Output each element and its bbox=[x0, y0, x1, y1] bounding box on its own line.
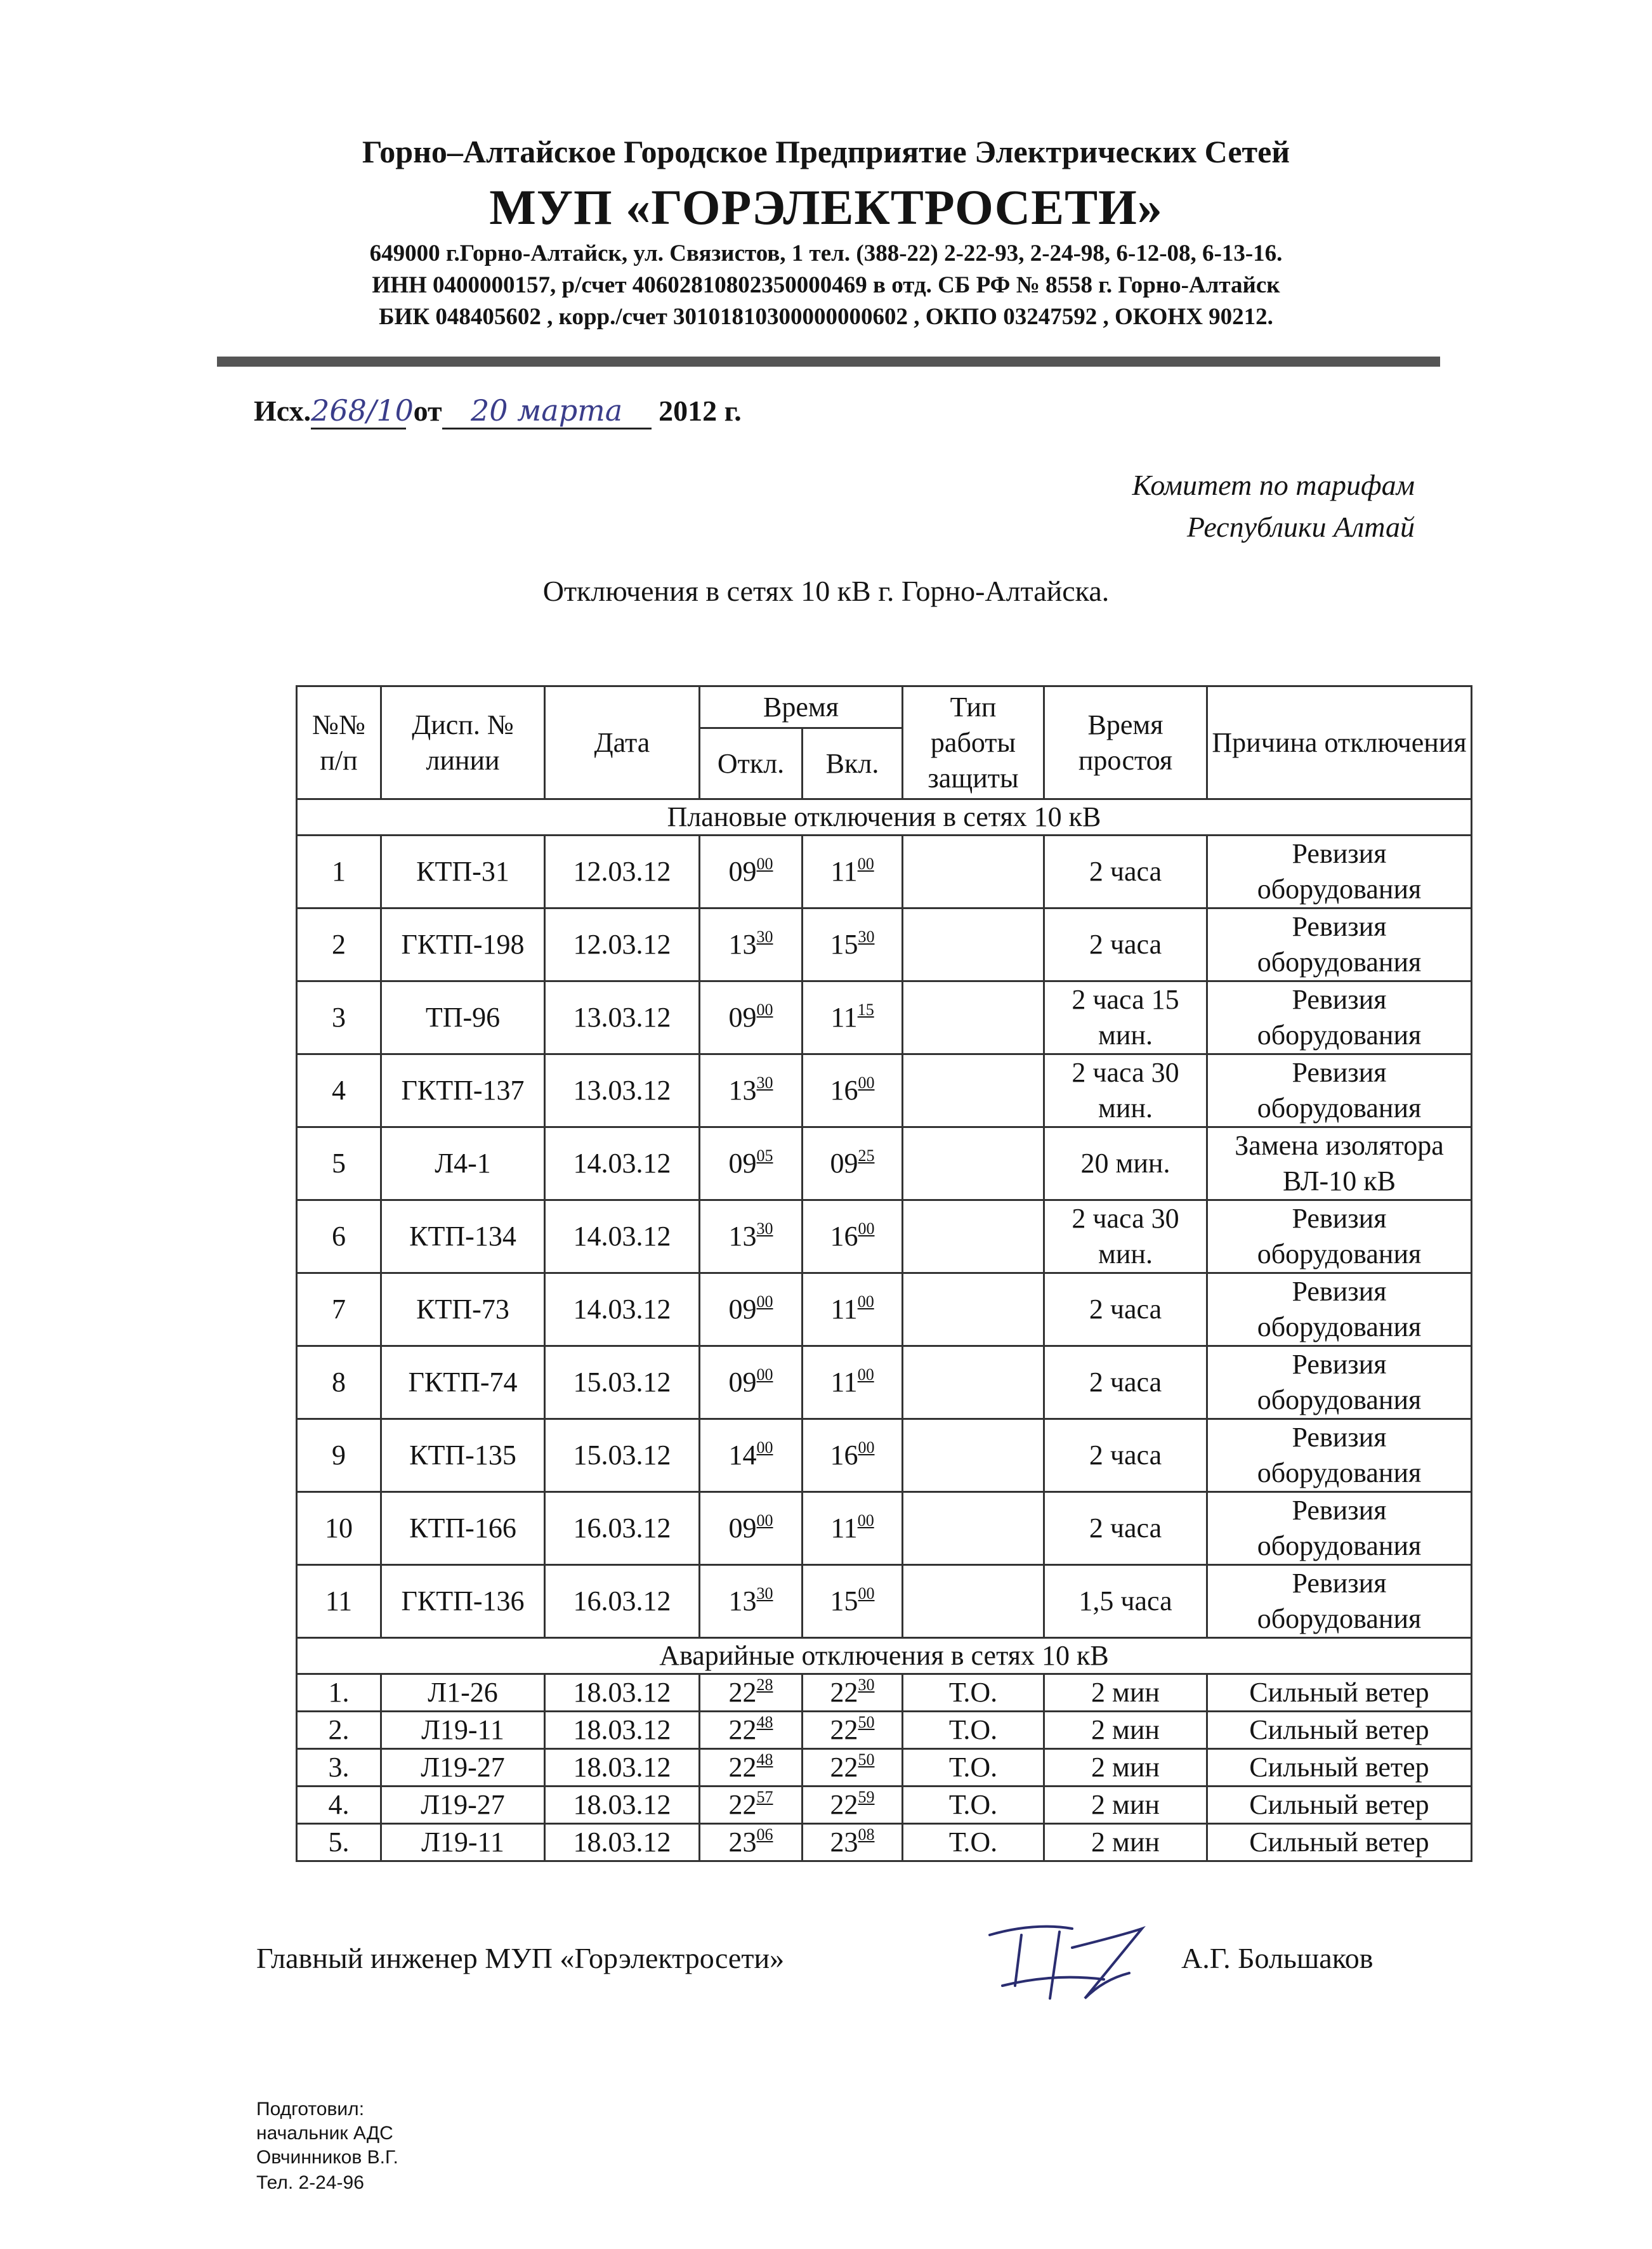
line-id: КТП-134 bbox=[381, 1200, 545, 1273]
prepared-name: Овчинников В.Г. bbox=[256, 2147, 398, 2168]
time-off bbox=[700, 1712, 803, 1749]
time-on bbox=[803, 1712, 903, 1749]
time-on-hours: 22 bbox=[830, 1677, 858, 1708]
header-time: Время bbox=[700, 686, 903, 728]
time-off-hours: 22 bbox=[728, 1752, 757, 1783]
time-off bbox=[700, 981, 803, 1054]
outage-date: 15.03.12 bbox=[545, 1346, 700, 1419]
header-line: Дисп. № линии bbox=[381, 686, 545, 799]
reason: Сильный ветер bbox=[1207, 1712, 1472, 1749]
time-off-minutes: 00 bbox=[756, 1511, 773, 1530]
reason: Ревизия оборудования bbox=[1207, 1054, 1472, 1127]
time-off bbox=[700, 1346, 803, 1419]
time-on-minutes: 30 bbox=[858, 928, 875, 946]
time-off bbox=[700, 1054, 803, 1127]
time-off bbox=[700, 1492, 803, 1565]
outages-body bbox=[297, 799, 1472, 1861]
recipient-line-2: Республики Алтай bbox=[1186, 511, 1415, 543]
reason: Ревизия оборудования bbox=[1207, 1200, 1472, 1273]
downtime: 2 часа bbox=[1044, 1346, 1207, 1419]
time-off-hours: 22 bbox=[728, 1789, 757, 1820]
outage-date: 12.03.12 bbox=[545, 836, 700, 908]
time-off bbox=[700, 1824, 803, 1861]
protection-type: Т.О. bbox=[903, 1712, 1044, 1749]
time-on-hours: 22 bbox=[830, 1752, 858, 1783]
downtime: 1,5 часа bbox=[1044, 1565, 1207, 1638]
table-row bbox=[297, 1674, 1472, 1712]
header-on: Вкл. bbox=[803, 728, 903, 799]
time-off-minutes: 28 bbox=[756, 1675, 773, 1694]
time-off-hours: 09 bbox=[728, 1294, 757, 1325]
time-on-minutes: 00 bbox=[857, 1365, 874, 1384]
row-number: 4. bbox=[297, 1787, 381, 1824]
reason: Сильный ветер bbox=[1207, 1787, 1472, 1824]
line-id: ГКТП-198 bbox=[381, 908, 545, 981]
time-off-minutes: 57 bbox=[756, 1788, 773, 1806]
prepared-position: начальник АДС bbox=[256, 2123, 393, 2144]
table-row bbox=[297, 981, 1472, 1054]
table-row bbox=[297, 1054, 1472, 1127]
time-off-hours: 13 bbox=[728, 929, 757, 960]
outgoing-number: 268/10 bbox=[311, 393, 406, 429]
protection-type bbox=[903, 1419, 1044, 1492]
outgoing-from: от bbox=[413, 395, 442, 427]
time-on-hours: 23 bbox=[830, 1826, 858, 1858]
time-off-hours: 14 bbox=[728, 1439, 757, 1471]
downtime: 2 часа bbox=[1044, 836, 1207, 908]
prepared-phone: Тел. 2-24-96 bbox=[256, 2172, 364, 2193]
time-off bbox=[700, 1565, 803, 1638]
time-off-minutes: 00 bbox=[756, 1365, 773, 1384]
document-title: Отключения в сетях 10 кВ г. Горно-Алтайска. bbox=[542, 575, 1110, 607]
protection-type: Т.О. bbox=[903, 1787, 1044, 1824]
time-off-hours: 09 bbox=[728, 1367, 757, 1398]
row-number: 4 bbox=[297, 1054, 381, 1127]
time-off bbox=[700, 1127, 803, 1200]
time-off bbox=[700, 908, 803, 981]
time-on-hours: 11 bbox=[830, 856, 858, 887]
reason: Ревизия оборудования bbox=[1207, 1492, 1472, 1565]
time-off bbox=[700, 1749, 803, 1787]
emergency-section-title: Аварийные отключения в сетях 10 кВ bbox=[297, 1638, 1472, 1674]
time-off-minutes: 48 bbox=[756, 1713, 773, 1731]
row-number: 2. bbox=[297, 1712, 381, 1749]
row-number: 2 bbox=[297, 908, 381, 981]
protection-type bbox=[903, 1492, 1044, 1565]
outgoing-date: 20 марта bbox=[442, 393, 652, 429]
line-id: КТП-31 bbox=[381, 836, 545, 908]
protection-type bbox=[903, 1346, 1044, 1419]
table-row bbox=[297, 1749, 1472, 1787]
reason: Сильный ветер bbox=[1207, 1674, 1472, 1712]
reason: Ревизия оборудования bbox=[1207, 908, 1472, 981]
time-on-minutes: 30 bbox=[858, 1675, 875, 1694]
line-id: Л1-26 bbox=[381, 1674, 545, 1712]
time-on-minutes: 00 bbox=[858, 1219, 875, 1238]
header-off: Откл. bbox=[700, 728, 803, 799]
time-on bbox=[803, 1674, 903, 1712]
reason: Ревизия оборудования bbox=[1207, 1346, 1472, 1419]
time-on-hours: 16 bbox=[830, 1075, 858, 1106]
line-id: КТП-73 bbox=[381, 1273, 545, 1346]
outages-table bbox=[296, 685, 1472, 1862]
downtime: 2 часа 30 мин. bbox=[1044, 1200, 1207, 1273]
line-id: Л19-27 bbox=[381, 1749, 545, 1787]
time-on-minutes: 00 bbox=[858, 1438, 875, 1457]
signer-name: А.Г. Большаков bbox=[1181, 1942, 1373, 1974]
line-id: ГКТП-136 bbox=[381, 1565, 545, 1638]
protection-type bbox=[903, 836, 1044, 908]
time-off-minutes: 30 bbox=[756, 928, 773, 946]
time-on-minutes: 08 bbox=[858, 1825, 875, 1844]
time-off-hours: 22 bbox=[728, 1677, 757, 1708]
header-num: №№ п/п bbox=[297, 686, 381, 799]
organization-name: Горно–Алтайское Городское Предприятие Электрических Сетей bbox=[362, 134, 1290, 169]
time-on-hours: 15 bbox=[830, 1585, 858, 1616]
header-date: Дата bbox=[545, 686, 700, 799]
time-off-minutes: 00 bbox=[756, 1292, 773, 1311]
row-number: 8 bbox=[297, 1346, 381, 1419]
time-off-minutes: 30 bbox=[756, 1584, 773, 1603]
line-id: Л4-1 bbox=[381, 1127, 545, 1200]
time-on bbox=[803, 836, 903, 908]
line-id: Л19-11 bbox=[381, 1824, 545, 1861]
protection-type bbox=[903, 1565, 1044, 1638]
protection-type: Т.О. bbox=[903, 1749, 1044, 1787]
time-off-minutes: 30 bbox=[756, 1219, 773, 1238]
time-on bbox=[803, 1054, 903, 1127]
time-off-hours: 13 bbox=[728, 1075, 757, 1106]
time-on bbox=[803, 1200, 903, 1273]
time-on-minutes: 15 bbox=[857, 1000, 874, 1019]
reason: Замена изолятора ВЛ-10 кВ bbox=[1207, 1127, 1472, 1200]
time-on bbox=[803, 1749, 903, 1787]
time-on bbox=[803, 1565, 903, 1638]
row-number: 5. bbox=[297, 1824, 381, 1861]
time-on-minutes: 00 bbox=[858, 1073, 875, 1092]
time-on-minutes: 00 bbox=[857, 855, 874, 873]
address-line: 649000 г.Горно-Алтайск, ул. Связистов, 1 тел. (388-22) 2-22-93, 2-24-98, 6-12-08, 6-13-16. bbox=[369, 240, 1283, 266]
time-off bbox=[700, 1674, 803, 1712]
time-off-minutes: 05 bbox=[756, 1146, 773, 1165]
time-on bbox=[803, 1492, 903, 1565]
outage-date: 14.03.12 bbox=[545, 1200, 700, 1273]
protection-type bbox=[903, 1200, 1044, 1273]
outage-date: 15.03.12 bbox=[545, 1419, 700, 1492]
protection-type bbox=[903, 908, 1044, 981]
table-row bbox=[297, 1712, 1472, 1749]
time-on-minutes: 25 bbox=[858, 1146, 875, 1165]
header-downtime: Время простоя bbox=[1044, 686, 1207, 799]
table-row bbox=[297, 908, 1472, 981]
time-on-hours: 15 bbox=[830, 929, 858, 960]
time-off bbox=[700, 836, 803, 908]
recipient-line-1: Комитет по тарифам bbox=[1132, 469, 1415, 501]
time-off-hours: 09 bbox=[728, 1148, 757, 1179]
time-on-minutes: 00 bbox=[858, 1584, 875, 1603]
reason: Ревизия оборудования bbox=[1207, 1419, 1472, 1492]
time-off-minutes: 00 bbox=[756, 1438, 773, 1457]
signer-position: Главный инженер МУП «Горэлектросети» bbox=[256, 1942, 785, 1974]
downtime: 20 мин. bbox=[1044, 1127, 1207, 1200]
time-on bbox=[803, 908, 903, 981]
header-reason: Причина отключения bbox=[1207, 686, 1472, 799]
time-on-hours: 16 bbox=[830, 1439, 858, 1471]
line-id: ГКТП-137 bbox=[381, 1054, 545, 1127]
reason: Ревизия оборудования bbox=[1207, 836, 1472, 908]
time-off-minutes: 30 bbox=[756, 1073, 773, 1092]
time-on bbox=[803, 1273, 903, 1346]
downtime: 2 часа bbox=[1044, 1419, 1207, 1492]
planned-section bbox=[297, 799, 1472, 836]
header-protection: Тип работы защиты bbox=[903, 686, 1044, 799]
time-on-hours: 11 bbox=[830, 1002, 858, 1033]
company-brand: МУП «ГОРЭЛЕКТРОСЕТИ» bbox=[489, 180, 1163, 235]
time-on bbox=[803, 1346, 903, 1419]
time-off-minutes: 06 bbox=[756, 1825, 773, 1844]
line-id: КТП-166 bbox=[381, 1492, 545, 1565]
outage-date: 18.03.12 bbox=[545, 1749, 700, 1787]
row-number: 11 bbox=[297, 1565, 381, 1638]
table-row bbox=[297, 1200, 1472, 1273]
bik-line: БИК 048405602 , корр./счет 30101810300000000602 , ОКПО 03247592 , ОКОНХ 90212. bbox=[379, 304, 1273, 330]
downtime: 2 мин bbox=[1044, 1787, 1207, 1824]
table-row bbox=[297, 1565, 1472, 1638]
time-off bbox=[700, 1419, 803, 1492]
time-off-minutes: 00 bbox=[756, 1000, 773, 1019]
time-on-minutes: 59 bbox=[858, 1788, 875, 1806]
table-row bbox=[297, 836, 1472, 908]
prepared-label: Подготовил: bbox=[256, 2099, 365, 2120]
time-off-minutes: 48 bbox=[756, 1750, 773, 1769]
time-on bbox=[803, 1787, 903, 1824]
outgoing-year: 2012 г. bbox=[659, 395, 742, 427]
inn-line: ИНН 0400000157, р/счет 40602810802350000469 в отд. СБ РФ № 8558 г. Горно-Алтайск bbox=[372, 272, 1280, 298]
row-number: 10 bbox=[297, 1492, 381, 1565]
time-on-minutes: 50 bbox=[858, 1713, 875, 1731]
time-on-hours: 09 bbox=[830, 1148, 858, 1179]
outage-date: 13.03.12 bbox=[545, 981, 700, 1054]
downtime: 2 часа bbox=[1044, 1273, 1207, 1346]
reason: Ревизия оборудования bbox=[1207, 981, 1472, 1054]
table-row bbox=[297, 1419, 1472, 1492]
downtime: 2 мин bbox=[1044, 1674, 1207, 1712]
row-number: 6 bbox=[297, 1200, 381, 1273]
downtime: 2 мин bbox=[1044, 1749, 1207, 1787]
outage-date: 16.03.12 bbox=[545, 1492, 700, 1565]
outgoing-reference bbox=[254, 393, 742, 429]
row-number: 3. bbox=[297, 1749, 381, 1787]
line-id: ГКТП-74 bbox=[381, 1346, 545, 1419]
outage-date: 18.03.12 bbox=[545, 1787, 700, 1824]
time-off-hours: 22 bbox=[728, 1714, 757, 1745]
time-off-hours: 09 bbox=[728, 1002, 757, 1033]
outage-date: 18.03.12 bbox=[545, 1712, 700, 1749]
recipient-block bbox=[1132, 464, 1415, 548]
reason: Ревизия оборудования bbox=[1207, 1565, 1472, 1638]
time-on bbox=[803, 981, 903, 1054]
time-off-hours: 13 bbox=[728, 1585, 757, 1616]
outage-date: 14.03.12 bbox=[545, 1273, 700, 1346]
letterhead-divider bbox=[217, 357, 1440, 367]
time-off bbox=[700, 1273, 803, 1346]
downtime: 2 мин bbox=[1044, 1712, 1207, 1749]
protection-type bbox=[903, 1273, 1044, 1346]
table-row bbox=[297, 1492, 1472, 1565]
time-off bbox=[700, 1200, 803, 1273]
outage-date: 18.03.12 bbox=[545, 1824, 700, 1861]
line-id: Л19-11 bbox=[381, 1712, 545, 1749]
time-off-hours: 23 bbox=[728, 1826, 757, 1858]
time-on-hours: 11 bbox=[830, 1512, 858, 1544]
time-off-hours: 13 bbox=[728, 1221, 757, 1252]
time-on-hours: 22 bbox=[830, 1714, 858, 1745]
reason: Ревизия оборудования bbox=[1207, 1273, 1472, 1346]
protection-type: Т.О. bbox=[903, 1674, 1044, 1712]
row-number: 1 bbox=[297, 836, 381, 908]
protection-type bbox=[903, 1054, 1044, 1127]
time-on-hours: 11 bbox=[830, 1294, 858, 1325]
protection-type bbox=[903, 1127, 1044, 1200]
downtime: 2 мин bbox=[1044, 1824, 1207, 1861]
time-on-minutes: 00 bbox=[857, 1511, 874, 1530]
outage-date: 12.03.12 bbox=[545, 908, 700, 981]
time-off-minutes: 00 bbox=[756, 855, 773, 873]
line-id: ТП-96 bbox=[381, 981, 545, 1054]
time-on-hours: 22 bbox=[830, 1789, 858, 1820]
table-row bbox=[297, 1346, 1472, 1419]
time-on bbox=[803, 1824, 903, 1861]
downtime: 2 часа bbox=[1044, 908, 1207, 981]
time-off bbox=[700, 1787, 803, 1824]
time-on bbox=[803, 1419, 903, 1492]
table-row bbox=[297, 1787, 1472, 1824]
row-number: 5 bbox=[297, 1127, 381, 1200]
time-on-hours: 16 bbox=[830, 1221, 858, 1252]
time-on-minutes: 50 bbox=[858, 1750, 875, 1769]
planned-section-title: Плановые отключения в сетях 10 кВ bbox=[297, 799, 1472, 836]
row-number: 3 bbox=[297, 981, 381, 1054]
line-id: Л19-27 bbox=[381, 1787, 545, 1824]
outgoing-prefix: Исх. bbox=[254, 395, 311, 427]
protection-type bbox=[903, 981, 1044, 1054]
time-on-minutes: 00 bbox=[857, 1292, 874, 1311]
outage-date: 16.03.12 bbox=[545, 1565, 700, 1638]
row-number: 1. bbox=[297, 1674, 381, 1712]
reason: Сильный ветер bbox=[1207, 1749, 1472, 1787]
table-row bbox=[297, 1273, 1472, 1346]
signature bbox=[977, 1910, 1167, 2011]
time-on bbox=[803, 1127, 903, 1200]
table-row bbox=[297, 1824, 1472, 1861]
reason: Сильный ветер bbox=[1207, 1824, 1472, 1861]
downtime: 2 часа 30 мин. bbox=[1044, 1054, 1207, 1127]
emergency-section bbox=[297, 1638, 1472, 1674]
downtime: 2 часа 15 мин. bbox=[1044, 981, 1207, 1054]
time-off-hours: 09 bbox=[728, 856, 757, 887]
time-on-hours: 11 bbox=[830, 1367, 858, 1398]
outage-date: 14.03.12 bbox=[545, 1127, 700, 1200]
table-row bbox=[297, 1127, 1472, 1200]
outage-date: 13.03.12 bbox=[545, 1054, 700, 1127]
outage-date: 18.03.12 bbox=[545, 1674, 700, 1712]
line-id: КТП-135 bbox=[381, 1419, 545, 1492]
time-off-hours: 09 bbox=[728, 1512, 757, 1544]
row-number: 7 bbox=[297, 1273, 381, 1346]
protection-type: Т.О. bbox=[903, 1824, 1044, 1861]
row-number: 9 bbox=[297, 1419, 381, 1492]
downtime: 2 часа bbox=[1044, 1492, 1207, 1565]
